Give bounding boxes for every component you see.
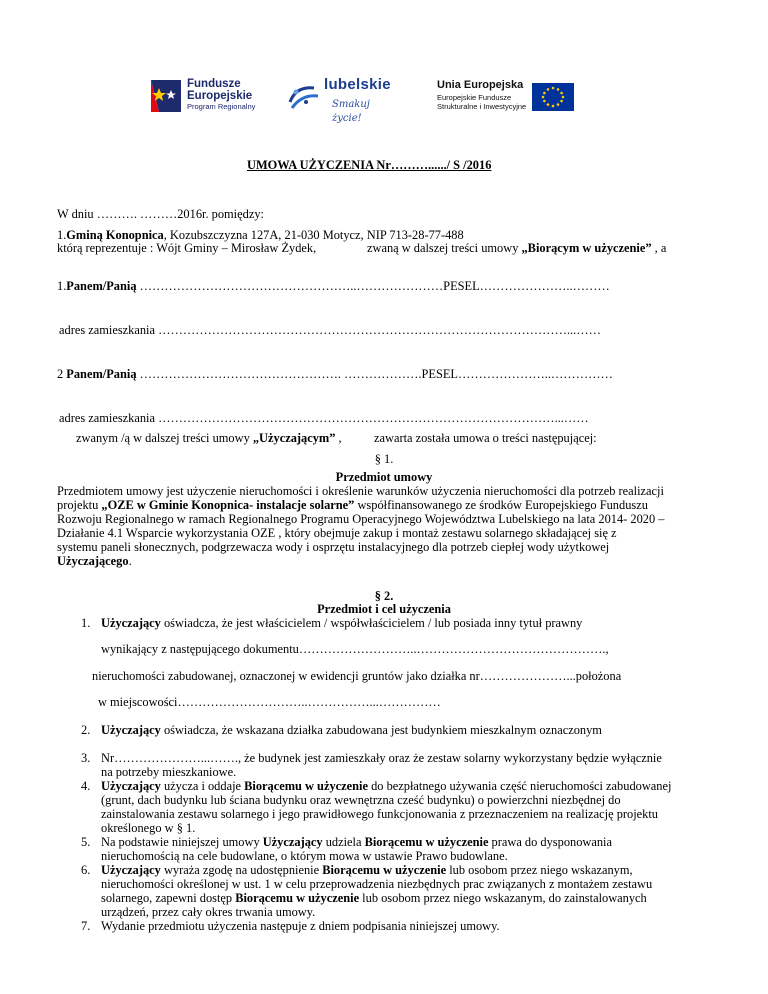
- item1-number: 1.: [81, 616, 91, 630]
- lubelskie-swirl-icon: [286, 80, 322, 112]
- sec2-heading: Przedmiot i cel użyczenia: [317, 602, 451, 616]
- item3-line2: na potrzeby mieszkaniowe.: [101, 765, 237, 779]
- sec1-line3: Rozwoju Regionalnego w ramach Regionalnego Programu Operacyjnego Województwa Lubelskiego na lata 2014- 2020 –: [57, 512, 665, 526]
- sec1-line4: Działanie 4.1 Wsparcie wykorzystania OZE , który obejmuje zakup i montaż zestawu solarnego składającej się z: [57, 526, 617, 540]
- fe-line2: Europejskie: [187, 90, 253, 102]
- item7-number: 7.: [81, 919, 91, 933]
- concluded-text: zawarta została umowa o treści następującej:: [374, 431, 597, 445]
- fe-star-flag-icon: [147, 78, 183, 114]
- item6-bold2: Biorącemu w użyczenie: [322, 863, 447, 877]
- item1-line1: [101, 616, 582, 630]
- sec1-project-name: „OZE w Gminie Konopnica- instalacje solarne”: [101, 498, 355, 512]
- party1-called-text: zwaną w dalszej treści umowy: [367, 241, 522, 255]
- item5-bold2: Biorącemu w użyczenie: [364, 835, 489, 849]
- item5-b: udziela: [322, 835, 365, 849]
- person2-address: adres zamieszkania ……………………………………………………………………………………...……: [59, 411, 589, 425]
- item1-text: oświadcza, że jest właścicielem / współwłaścicielem / lub posiada inny tytuł prawny: [160, 616, 583, 630]
- item4-number: 4.: [81, 779, 91, 793]
- item3-line1: Nr…………………...……., że budynek jest zamieszkały oraz że zestaw solarny wykorzystany będzie wyłącznie: [101, 751, 662, 765]
- item1-bold: Użyczający: [101, 616, 161, 630]
- ue-title: Unia Europejska: [437, 79, 524, 91]
- fe-line1: Fundusze: [187, 78, 241, 90]
- lender-line: [76, 431, 342, 445]
- ue-subtitle: [437, 93, 526, 111]
- item2-bold: Użyczający: [101, 723, 161, 737]
- item1-line2: wynikający z następującego dokumentu………………………..……………………………………….,: [101, 642, 609, 656]
- sec2-number: § 2.: [374, 589, 394, 603]
- party1-rep: którą reprezentuje : Wójt Gminy – Mirosław Żydek,: [57, 241, 317, 255]
- party1-called-end: , a: [651, 241, 667, 255]
- item5-line1: [101, 835, 612, 849]
- ue-line1: Europejskie Fundusze: [437, 93, 512, 102]
- item7-line1: Wydanie przedmiotu użyczenia następuje z dniem podpisania niniejszej umowy.: [101, 919, 500, 933]
- sec1-line2: [57, 498, 648, 512]
- sec1-line6-end: .: [128, 554, 132, 568]
- item4-line3: zainstalowania zestawu solarnego i jego prawidłowego funkcjonowania z przeznaczeniem na realizację projektu: [101, 807, 658, 821]
- sec1-line5: systemu paneli słonecznych, podgrzewacza wody i osprzętu instalacyjnego dla potrzeb ciepłej wody użytkowej: [57, 540, 610, 554]
- sec1-line2-a: projektu: [57, 498, 102, 512]
- item6-line3: [101, 891, 647, 905]
- person1-prefix: 1.: [57, 279, 67, 293]
- person1-line: [57, 279, 610, 293]
- item6-line2: nieruchomości określonej w ust. 1 w celu przeprowadzenia niezbędnych prac związanych z montażem zestawu: [101, 877, 653, 891]
- date-line: W dniu ………. ………2016r. pomiędzy:: [57, 207, 264, 221]
- item4-a: użycza i oddaje: [160, 779, 245, 793]
- lubelskie-name: lubelskie: [324, 76, 391, 93]
- fe-line3: Program Regionalny: [187, 102, 256, 111]
- sec1-heading: Przedmiot umowy: [335, 470, 433, 484]
- person1-label: Panem/Panią: [66, 279, 137, 293]
- item5-c: prawa do dysponowania: [488, 835, 612, 849]
- person2-prefix: 2: [57, 367, 67, 381]
- item2-text: oświadcza, że wskazana działka zabudowana jest budynkiem mieszkalnym oznaczonym: [160, 723, 602, 737]
- item4-bold1: Użyczający: [101, 779, 161, 793]
- lender-prefix: zwanym /ą w dalszej treści umowy: [76, 431, 253, 445]
- item2-line1: [101, 723, 602, 737]
- fe-text: [187, 78, 255, 112]
- item4-line4: określonego w § 1.: [101, 821, 196, 835]
- document-title: UMOWA UŻYCZENIA Nr………....../ S /2016: [247, 158, 492, 172]
- person2-dots: …………………………………………. ……………….PESEL…………………..……………: [136, 367, 613, 381]
- unia-europejska-logo: [437, 78, 577, 118]
- item4-b: do bezpłatnego używania część nieruchomości zabudowanej: [367, 779, 672, 793]
- person1-address: adres zamieszkania ………………………………………………………………………………………...……: [59, 323, 602, 337]
- party1-prefix: 1.: [57, 228, 67, 242]
- item4-line1: [101, 779, 671, 793]
- item6-bold1: Użyczający: [101, 863, 161, 877]
- item3-number: 3.: [81, 751, 91, 765]
- person2-line: [57, 367, 613, 381]
- item6-l3-b: lub osobom przez niego wskazanym, do zainstalowanych: [359, 891, 647, 905]
- person1-dots: ……………………………………………..…………………PESEL…………………..………: [136, 279, 610, 293]
- item6-a: wyraża zgodę na udostępnienie: [160, 863, 323, 877]
- lubelskie-logo: [286, 76, 401, 125]
- item6-line4: urządzeń, przez cały okres trwania umowy.: [101, 905, 316, 919]
- item5-line2: nieruchomością na cele budowlane, o którym mowa w ustawie Prawo budowlane.: [101, 849, 508, 863]
- lender-suffix: ,: [335, 431, 342, 445]
- lender-bold: „Użyczającym”: [252, 431, 336, 445]
- party1-name: Gminą Konopnica: [66, 228, 164, 242]
- item5-number: 5.: [81, 835, 91, 849]
- party1-address: , Kozubszczyzna 127A, 21-030 Motycz, NIP 713-28-77-488: [163, 228, 464, 242]
- party1-called-bold: „Biorącym w użyczenie”: [521, 241, 652, 255]
- item5-a: Na podstawie niniejszej umowy: [101, 835, 263, 849]
- sec1-line1: Przedmiotem umowy jest użyczenie nieruchomości i określenie warunków użyczenia nieruchomości dla potrzeb realizacji: [57, 484, 664, 498]
- item1-line4: w miejscowości…………………………..……………...……………: [98, 695, 441, 709]
- sec1-number: § 1.: [374, 452, 394, 466]
- item1-line3: nieruchomości zabudowanej, oznaczonej w ewidencji gruntów jako działka nr…………………...położona: [92, 669, 622, 683]
- item5-bold1: Użyczający: [262, 835, 323, 849]
- item4-line2: (grunt, dach budynku lub ściana budynku oraz wewnętrzna cześć budynku) o powierzchni niezbędnej do: [101, 793, 621, 807]
- item6-l3-bold: Biorącemu w użyczenie: [235, 891, 360, 905]
- sec1-line6: [57, 554, 132, 568]
- item6-b: lub osobom przez niego wskazanym,: [446, 863, 633, 877]
- sec1-line2-b: współfinansowanego ze środków Europejskiego Funduszu: [354, 498, 648, 512]
- item6-line1: [101, 863, 633, 877]
- eu-flag-icon: [532, 83, 574, 111]
- fundusze-europejskie-logo: [147, 78, 272, 114]
- party1-called: [367, 241, 666, 255]
- item2-number: 2.: [81, 723, 91, 737]
- ue-line2: Strukturalne i Inwestycyjne: [437, 102, 527, 111]
- sec1-lender-bold: Użyczającego: [57, 554, 129, 568]
- person2-label: Panem/Panią: [66, 367, 137, 381]
- item4-bold2: Biorącemu w użyczenie: [244, 779, 368, 793]
- logo-bar: [0, 68, 768, 125]
- item6-l3-a: solarnego, zapewni dostęp: [101, 891, 236, 905]
- lubelskie-slogan: Smakuj życie!: [332, 99, 370, 125]
- item6-number: 6.: [81, 863, 91, 877]
